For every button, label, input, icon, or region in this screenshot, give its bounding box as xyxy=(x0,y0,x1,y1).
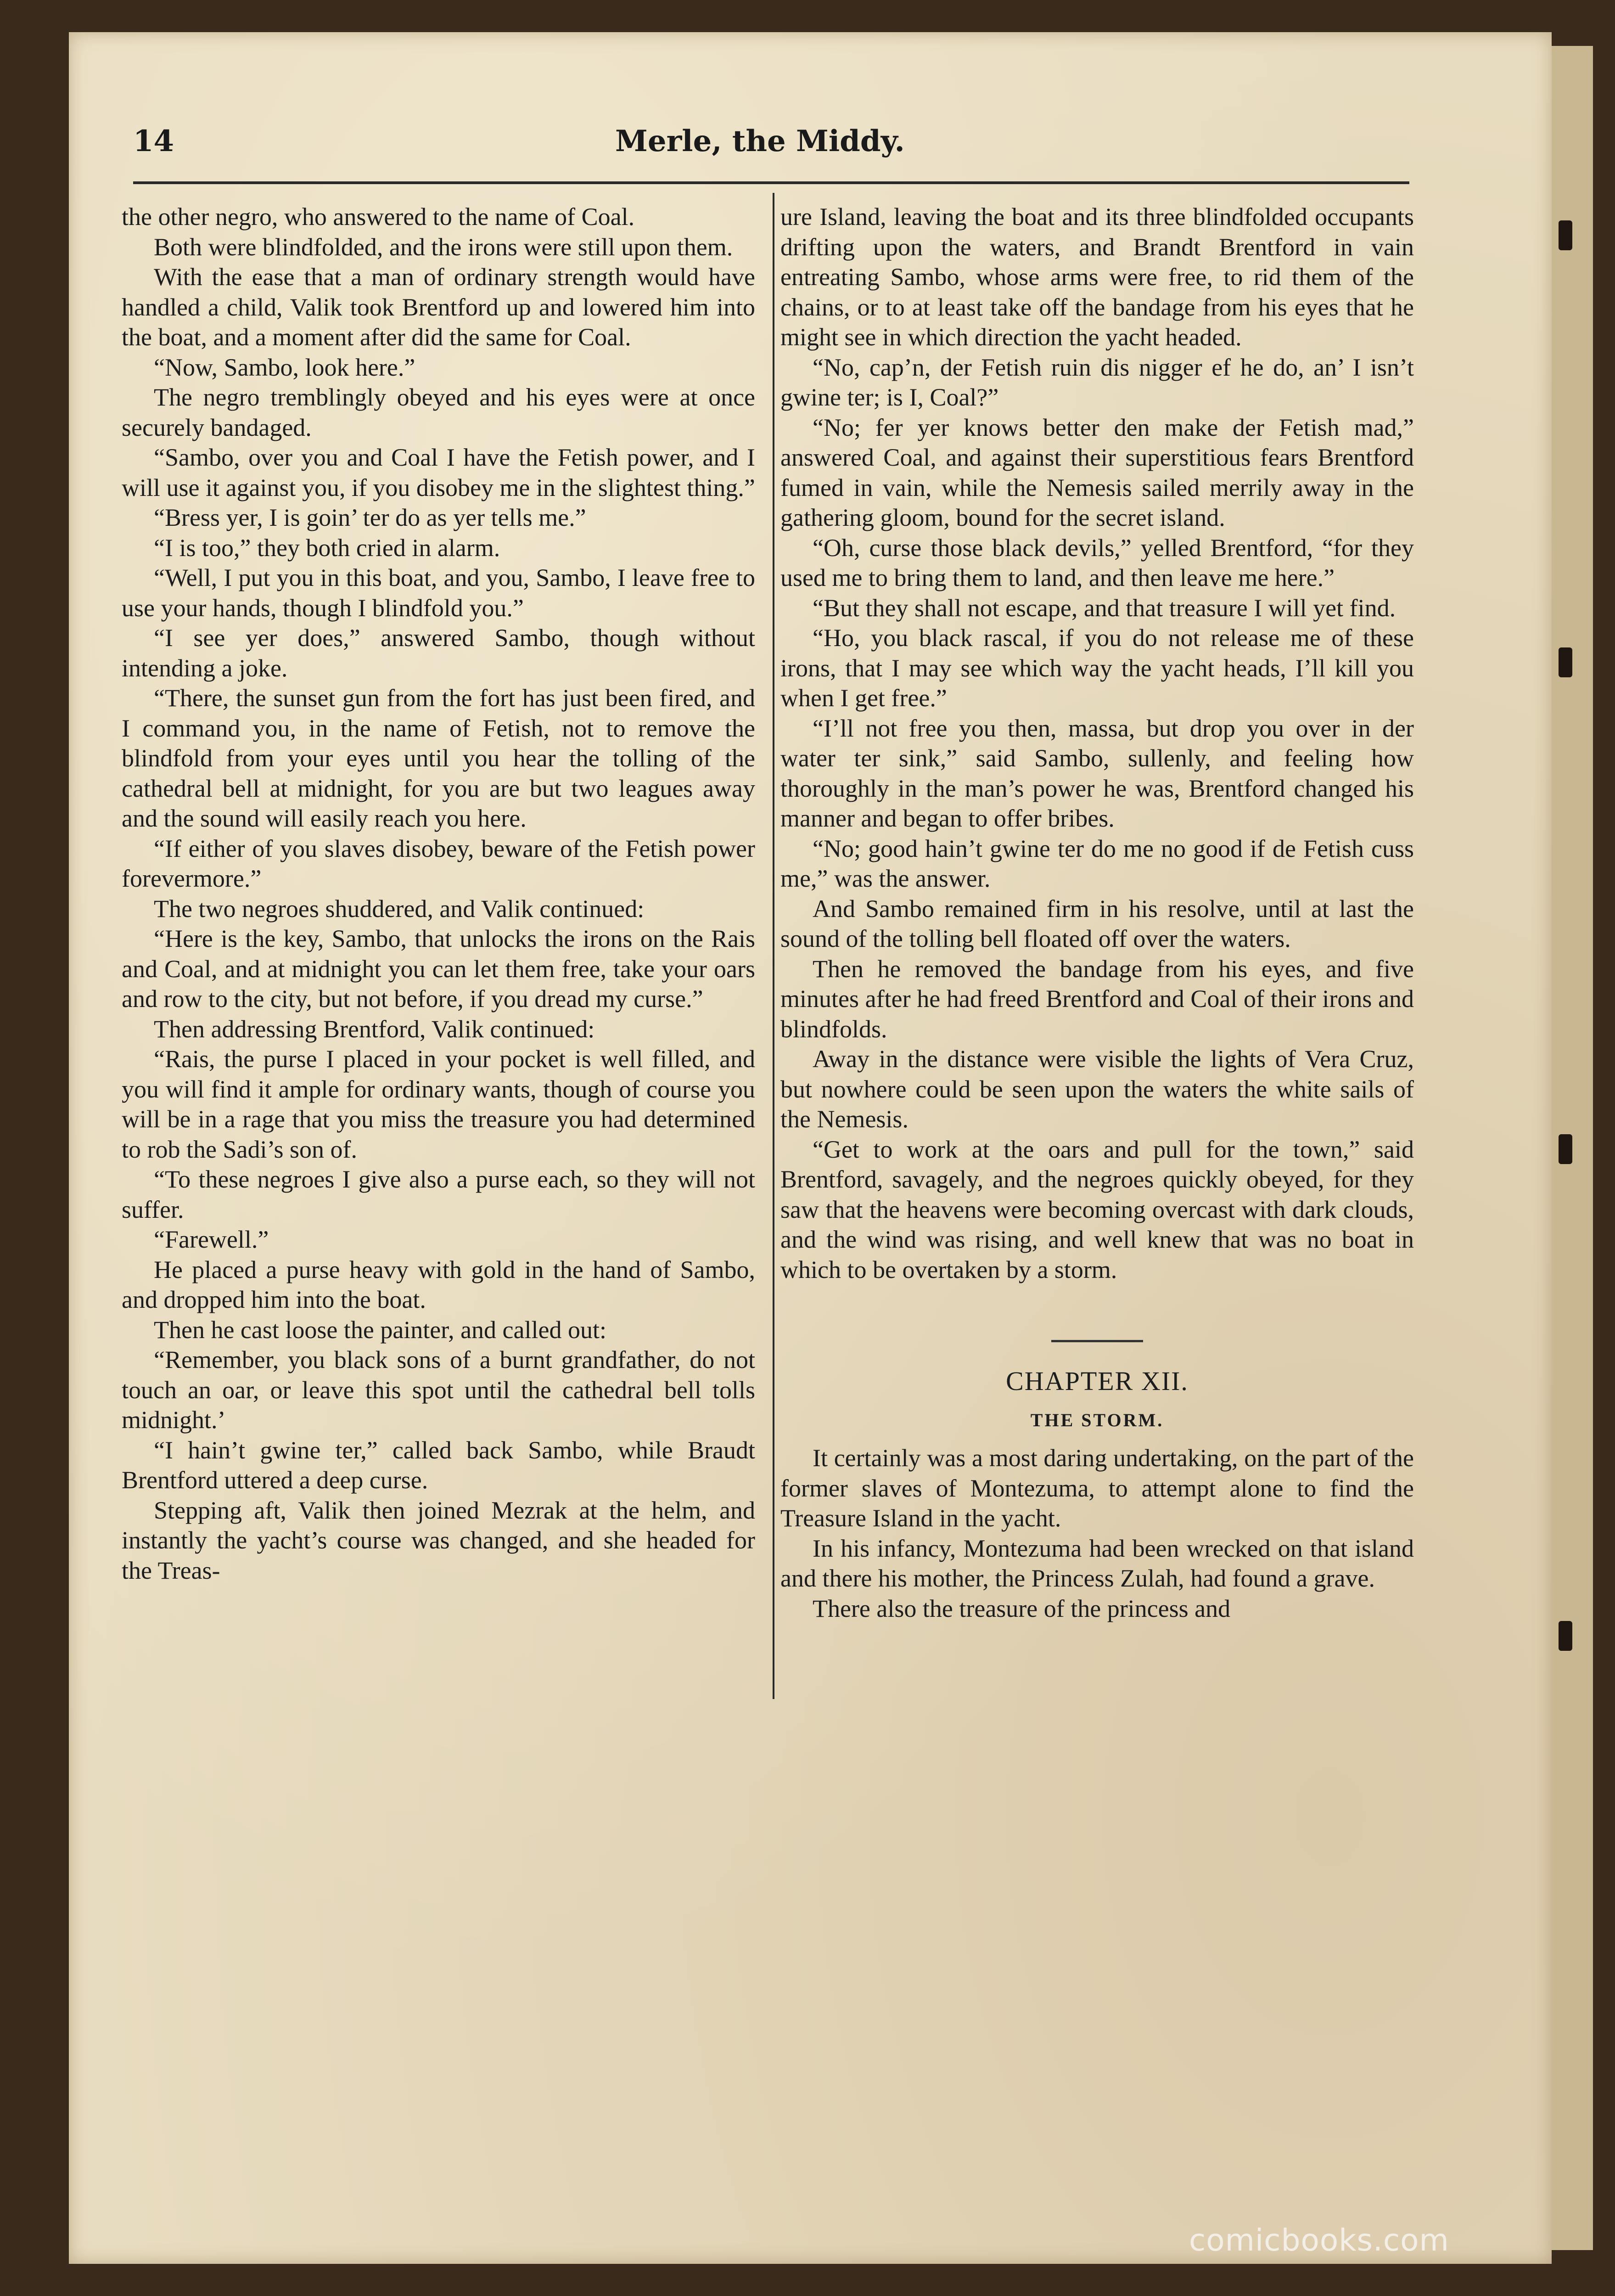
paragraph: “Oh, curse those black devils,” yelled Brentford, “for they used me to bring them to land, and then leave me here.” xyxy=(780,534,1414,591)
right-column xyxy=(780,202,1414,1624)
paragraph: He placed a purse heavy with gold in the hand of Sambo, and dropped him into the boat. xyxy=(122,1255,755,1313)
paragraph: There also the treasure of the princess and xyxy=(813,1594,1231,1622)
header-rule xyxy=(133,181,1409,184)
paragraph: Then addressing Brentford, Valik continued: xyxy=(154,1015,595,1043)
paragraph: “Well, I put you in this boat, and you, Sambo, I leave free to use your hands, though I blindfold you.” xyxy=(122,564,755,622)
paragraph: The negro tremblingly obeyed and his eyes were at once securely bandaged. xyxy=(122,383,755,441)
chapter-rule xyxy=(1051,1340,1143,1342)
binding-hole xyxy=(1559,220,1572,250)
paragraph: Then he cast loose the painter, and called out: xyxy=(154,1316,606,1344)
paragraph: “Sambo, over you and Coal I have the Fetish power, and I will use it against you, if you disobey me in the slightest thing.” xyxy=(122,444,755,501)
paragraph: And Sambo remained firm in his resolve, until at last the sound of the tolling bell floated off over the waters. xyxy=(780,895,1414,952)
paragraph: “Rais, the purse I placed in your pocket is well filled, and you will find it ample for ordinary wants, though of course you will be in a rage that you miss the treasure you had determined to rob the Sadi’s son of. xyxy=(122,1045,755,1163)
paragraph: Both were blindfolded, and the irons were still upon them. xyxy=(154,233,733,261)
paragraph: “Here is the key, Sambo, that unlocks the irons on the Rais and Coal, and at midnight you can let them free, take your oars and row to the city, but not before, if you dread my curse.” xyxy=(122,925,755,1013)
running-title: Merle, the Middy. xyxy=(615,124,905,158)
column-divider xyxy=(773,193,774,1699)
chapter-title: CHAPTER XII. xyxy=(1006,1366,1189,1396)
paragraph: “But they shall not escape, and that treasure I will yet find. xyxy=(813,594,1396,622)
chapter-heading xyxy=(780,1340,1414,1436)
paragraph: “Get to work at the oars and pull for the town,” said Brentford, savagely, and the negroes quickly obeyed, for they saw that the heavens were becoming overcast with dark clouds, and the wind was rising, and well knew that was no boat in which to be overtaken by a storm. xyxy=(780,1135,1414,1283)
paragraph: “If either of you slaves disobey, beware of the Fetish power forevermore.” xyxy=(122,834,755,892)
paragraph: In his infancy, Montezuma had been wrecked on that island and there his mother, the Princess Zulah, had found a grave. xyxy=(780,1534,1414,1592)
paragraph: “I’ll not free you then, massa, but drop you over in der water ter sink,” said Sambo, sullenly, and feeling how thoroughly in the man’s power he was, Brentford changed his manner and began to offer bribes. xyxy=(780,714,1414,832)
paragraph: Then he removed the bandage from his eyes, and five minutes after he had freed Brentford and Coal of their irons and blindfolds. xyxy=(780,955,1414,1043)
paragraph: “There, the sunset gun from the fort has just been fired, and I command you, in the name of Fetish, not to remove the blindfold from your eyes until you hear the tolling of the cathedral bell at midnight, for you are but two leagues away and the sound will easily reach you here. xyxy=(122,684,755,832)
paragraph: “Ho, you black rascal, if you do not release me of these irons, that I may see which way the yacht heads, I’ll kill you when I get free.” xyxy=(780,624,1414,712)
page-header xyxy=(133,124,1446,170)
site-watermark: comicbooks.com xyxy=(1189,2223,1449,2258)
paragraph: “I is too,” they both cried in alarm. xyxy=(154,534,500,562)
paragraph: “No, cap’n, der Fetish ruin dis nigger ef he do, an’ I isn’t gwine ter; is I, Coal?” xyxy=(780,353,1414,411)
page-number: 14 xyxy=(133,124,174,158)
paragraph: “No; good hain’t gwine ter do me no good if de Fetish cuss me,” was the answer. xyxy=(780,834,1414,892)
paragraph: “Bress yer, I is goin’ ter do as yer tells me.” xyxy=(154,504,586,531)
paragraph: “Now, Sambo, look here.” xyxy=(154,353,415,381)
paragraph: “No; fer yer knows better den make der Fetish mad,” answered Coal, and against their superstitious fears Brentford fumed in vain, while the Nemesis sailed merrily away in the gathering gloom, bound for the secret island. xyxy=(780,413,1414,531)
paragraph: The two negroes shuddered, and Valik continued: xyxy=(154,895,645,923)
binding-hole xyxy=(1559,1621,1572,1651)
next-page-edge xyxy=(1552,46,1593,2250)
paragraph: Away in the distance were visible the lights of Vera Cruz, but nowhere could be seen upon the waters the white sails of the Nemesis. xyxy=(780,1045,1414,1133)
left-column xyxy=(122,202,755,1586)
paragraph: “Farewell.” xyxy=(154,1226,269,1253)
paragraph: the other negro, who answered to the name of Coal. xyxy=(122,203,635,231)
paragraph: With the ease that a man of ordinary strength would have handled a child, Valik took Brentford up and lowered him into the boat, and a moment after did the same for Coal. xyxy=(122,263,755,351)
paragraph: “To these negroes I give also a purse each, so they will not suffer. xyxy=(122,1165,755,1223)
paragraph: “I hain’t gwine ter,” called back Sambo, while Braudt Brentford uttered a deep curse. xyxy=(122,1436,755,1494)
paragraph: “I see yer does,” answered Sambo, though without intending a joke. xyxy=(122,624,755,682)
right-column-paragraphs xyxy=(780,202,1414,1285)
chapter-paragraphs xyxy=(780,1443,1414,1624)
paragraph: It certainly was a most daring undertaking, on the part of the former slaves of Montezuma, to attempt alone to find the Treasure Island in the yacht. xyxy=(780,1444,1414,1532)
binding-hole xyxy=(1559,647,1572,677)
paragraph: Stepping aft, Valik then joined Mezrak at the helm, and instantly the yacht’s course was changed, and she headed for the Treas- xyxy=(122,1496,755,1584)
binding-hole xyxy=(1559,1134,1572,1164)
paragraph: ure Island, leaving the boat and its three blindfolded occupants drifting upon the waters, and Brandt Brentford in vain entreating Sambo, whose arms were free, to rid them of the chains, or to at least take off the bandage from his eyes that he might see in which direction the yacht headed. xyxy=(780,203,1414,351)
paragraph: “Remember, you black sons of a burnt grandfather, do not touch an oar, or leave this spot until the cathedral bell tolls midnight.’ xyxy=(122,1346,755,1434)
chapter-subtitle: THE STORM. xyxy=(1030,1410,1164,1430)
